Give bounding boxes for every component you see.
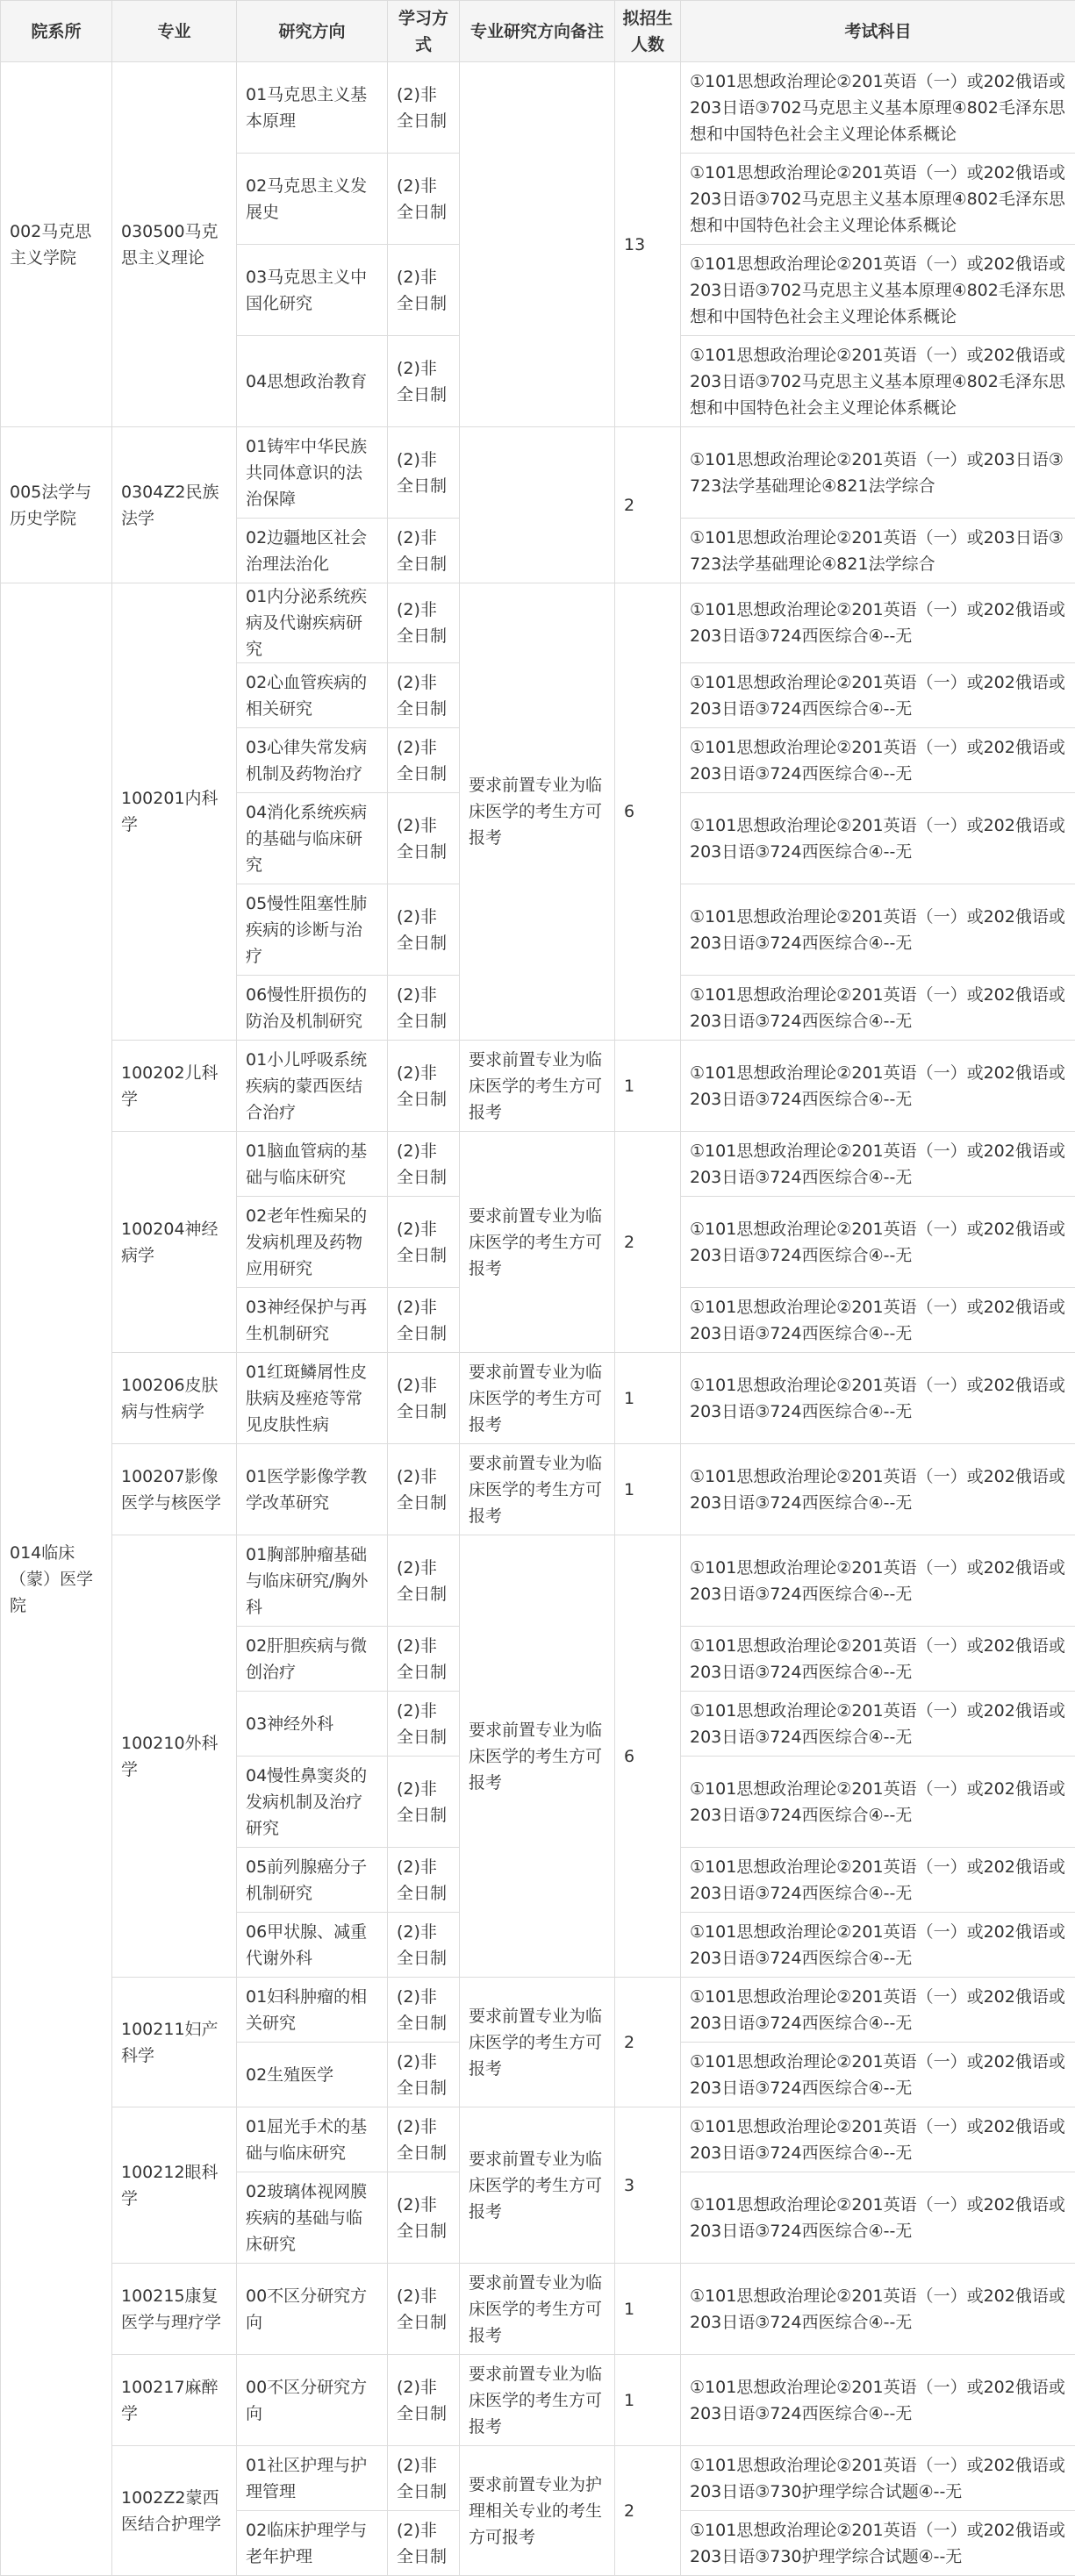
major-cell: 100204神经病学 [112, 1132, 237, 1353]
direction-cell: 02生殖医学 [237, 2043, 388, 2107]
mode-cell: (2)非全日制 [388, 1288, 460, 1353]
table-row [1, 2107, 1075, 2172]
quota-cell: 2 [615, 1132, 681, 1353]
direction-cell: 02边疆地区社会治理法治化 [237, 519, 388, 583]
mode-cell: (2)非全日制 [388, 2511, 460, 2576]
quota-cell: 2 [615, 2446, 681, 2576]
department-cell: 014临床（蒙）医学院 [1, 583, 112, 2576]
exam-cell: ①101思想政治理论②201英语（一）或202俄语或203日语③724西医综合④--无 [681, 976, 1075, 1041]
mode-cell: (2)非全日制 [388, 793, 460, 884]
quota-cell: 1 [615, 2355, 681, 2446]
direction-cell: 01铸牢中华民族共同体意识的法治保障 [237, 427, 388, 519]
direction-cell: 06慢性肝损伤的防治及机制研究 [237, 976, 388, 1041]
mode-cell: (2)非全日制 [388, 1848, 460, 1913]
quota-cell: 3 [615, 2107, 681, 2264]
exam-cell: ①101思想政治理论②201英语（一）或202俄语或203日语③724西医综合④--无 [681, 663, 1075, 728]
exam-cell: ①101思想政治理论②201英语（一）或203日语③723法学基础理论④821法学综合 [681, 427, 1075, 519]
major-cell: 100210外科学 [112, 1535, 237, 1978]
remark-cell: 要求前置专业为临床医学的考生方可报考 [460, 1353, 615, 1444]
mode-cell: (2)非全日制 [388, 62, 460, 154]
exam-cell: ①101思想政治理论②201英语（一）或203日语③723法学基础理论④821法学综合 [681, 519, 1075, 583]
direction-cell: 05慢性阻塞性肺疾病的诊断与治疗 [237, 884, 388, 976]
mode-cell: (2)非全日制 [388, 2446, 460, 2511]
exam-cell: ①101思想政治理论②201英语（一）或202俄语或203日语③724西医综合④--无 [681, 1132, 1075, 1197]
mode-cell: (2)非全日制 [388, 1197, 460, 1288]
table-row [1, 2446, 1075, 2511]
exam-cell: ①101思想政治理论②201英语（一）或202俄语或203日语③724西医综合④--无 [681, 1692, 1075, 1757]
quota-cell: 1 [615, 1041, 681, 1132]
remark-cell: 要求前置专业为临床医学的考生方可报考 [460, 2355, 615, 2446]
header-row [1, 1, 1075, 62]
mode-cell: (2)非全日制 [388, 1353, 460, 1444]
exam-cell: ①101思想政治理论②201英语（一）或202俄语或203日语③724西医综合④--无 [681, 2043, 1075, 2107]
major-cell: 100202儿科学 [112, 1041, 237, 1132]
direction-cell: 00不区分研究方向 [237, 2264, 388, 2355]
direction-cell: 00不区分研究方向 [237, 2355, 388, 2446]
exam-cell: ①101思想政治理论②201英语（一）或202俄语或203日语③702马克思主义基本原理④802毛泽东思想和中国特色社会主义理论体系概论 [681, 62, 1075, 154]
header-exam-subjects: 考试科目 [681, 1, 1075, 62]
department-cell: 002马克思主义学院 [1, 62, 112, 427]
direction-cell: 06甲状腺、减重代谢外科 [237, 1913, 388, 1978]
remark-cell: 要求前置专业为临床医学的考生方可报考 [460, 1041, 615, 1132]
exam-cell: ①101思想政治理论②201英语（一）或202俄语或203日语③724西医综合④--无 [681, 1535, 1075, 1627]
direction-cell: 02心血管疾病的相关研究 [237, 663, 388, 728]
major-cell: 030500马克思主义理论 [112, 62, 237, 427]
exam-cell: ①101思想政治理论②201英语（一）或202俄语或203日语③724西医综合④--无 [681, 2172, 1075, 2264]
direction-cell: 04消化系统疾病的基础与临床研究 [237, 793, 388, 884]
direction-cell: 02肝胆疾病与微创治疗 [237, 1627, 388, 1692]
direction-cell: 04思想政治教育 [237, 336, 388, 427]
mode-cell: (2)非全日制 [388, 1757, 460, 1848]
table-row [1, 583, 1075, 663]
direction-cell: 01社区护理与护理管理 [237, 2446, 388, 2511]
quota-cell: 2 [615, 1978, 681, 2107]
major-cell: 100212眼科学 [112, 2107, 237, 2264]
direction-cell: 01红斑鳞屑性皮肤病及痤疮等常见皮肤性病 [237, 1353, 388, 1444]
exam-cell: ①101思想政治理论②201英语（一）或202俄语或203日语③724西医综合④--无 [681, 1978, 1075, 2043]
direction-cell: 02马克思主义发展史 [237, 154, 388, 245]
mode-cell: (2)非全日制 [388, 1132, 460, 1197]
major-cell: 100217麻醉学 [112, 2355, 237, 2446]
direction-cell: 01妇科肿瘤的相关研究 [237, 1978, 388, 2043]
remark-cell: 要求前置专业为临床医学的考生方可报考 [460, 1535, 615, 1978]
direction-cell: 04慢性鼻窦炎的发病机制及治疗研究 [237, 1757, 388, 1848]
table-row [1, 427, 1075, 519]
quota-cell: 6 [615, 1535, 681, 1978]
table-row [1, 2264, 1075, 2355]
remark-cell: 要求前置专业为临床医学的考生方可报考 [460, 2107, 615, 2264]
exam-cell: ①101思想政治理论②201英语（一）或202俄语或203日语③724西医综合④--无 [681, 2355, 1075, 2446]
direction-cell: 01内分泌系统疾病及代谢疾病研究 [237, 583, 388, 663]
table-row [1, 1444, 1075, 1535]
mode-cell: (2)非全日制 [388, 2355, 460, 2446]
exam-cell: ①101思想政治理论②201英语（一）或202俄语或203日语③724西医综合④--无 [681, 583, 1075, 663]
remark-cell: 要求前置专业为临床医学的考生方可报考 [460, 1132, 615, 1353]
remark-cell: 要求前置专业为临床医学的考生方可报考 [460, 1444, 615, 1535]
direction-cell: 03马克思主义中国化研究 [237, 245, 388, 336]
direction-cell: 01脑血管病的基础与临床研究 [237, 1132, 388, 1197]
mode-cell: (2)非全日制 [388, 2264, 460, 2355]
remark-cell: 要求前置专业为临床医学的考生方可报考 [460, 1978, 615, 2107]
major-cell: 1002Z2蒙西医结合护理学 [112, 2446, 237, 2576]
quota-cell: 1 [615, 1444, 681, 1535]
exam-cell: ①101思想政治理论②201英语（一）或202俄语或203日语③702马克思主义基本原理④802毛泽东思想和中国特色社会主义理论体系概论 [681, 336, 1075, 427]
table-row [1, 1041, 1075, 1132]
mode-cell: (2)非全日制 [388, 245, 460, 336]
quota-cell: 6 [615, 583, 681, 1041]
quota-cell: 1 [615, 2264, 681, 2355]
quota-cell: 1 [615, 1353, 681, 1444]
direction-cell: 01小儿呼吸系统疾病的蒙西医结合治疗 [237, 1041, 388, 1132]
table-row [1, 1132, 1075, 1197]
direction-cell: 02临床护理学与老年护理 [237, 2511, 388, 2576]
header-department: 院系所 [1, 1, 112, 62]
exam-cell: ①101思想政治理论②201英语（一）或202俄语或203日语③724西医综合④--无 [681, 1353, 1075, 1444]
exam-cell: ①101思想政治理论②201英语（一）或202俄语或203日语③724西医综合④--无 [681, 2264, 1075, 2355]
table-row [1, 1353, 1075, 1444]
header-study-mode: 学习方式 [388, 1, 460, 62]
major-cell: 100207影像医学与核医学 [112, 1444, 237, 1535]
header-major: 专业 [112, 1, 237, 62]
mode-cell: (2)非全日制 [388, 663, 460, 728]
quota-cell: 13 [615, 62, 681, 427]
major-cell: 100211妇产科学 [112, 1978, 237, 2107]
mode-cell: (2)非全日制 [388, 976, 460, 1041]
mode-cell: (2)非全日制 [388, 2043, 460, 2107]
direction-cell: 05前列腺癌分子机制研究 [237, 1848, 388, 1913]
header-remark: 专业研究方向备注 [460, 1, 615, 62]
header-direction: 研究方向 [237, 1, 388, 62]
department-cell: 005法学与历史学院 [1, 427, 112, 583]
mode-cell: (2)非全日制 [388, 1444, 460, 1535]
exam-cell: ①101思想政治理论②201英语（一）或202俄语或203日语③724西医综合④--无 [681, 1288, 1075, 1353]
major-cell: 100215康复医学与理疗学 [112, 2264, 237, 2355]
exam-cell: ①101思想政治理论②201英语（一）或202俄语或203日语③724西医综合④--无 [681, 1913, 1075, 1978]
exam-cell: ①101思想政治理论②201英语（一）或202俄语或203日语③724西医综合④--无 [681, 884, 1075, 976]
exam-cell: ①101思想政治理论②201英语（一）或202俄语或203日语③724西医综合④--无 [681, 1757, 1075, 1848]
exam-cell: ①101思想政治理论②201英语（一）或202俄语或203日语③724西医综合④--无 [681, 728, 1075, 793]
table-row [1, 62, 1075, 154]
mode-cell: (2)非全日制 [388, 583, 460, 663]
mode-cell: (2)非全日制 [388, 1535, 460, 1627]
exam-cell: ①101思想政治理论②201英语（一）或202俄语或203日语③724西医综合④--无 [681, 1444, 1075, 1535]
remark-cell: 要求前置专业为临床医学的考生方可报考 [460, 2264, 615, 2355]
direction-cell: 02老年性痴呆的发病机理及药物应用研究 [237, 1197, 388, 1288]
remark-cell: 要求前置专业为临床医学的考生方可报考 [460, 583, 615, 1041]
mode-cell: (2)非全日制 [388, 1692, 460, 1757]
direction-cell: 03心律失常发病机制及药物治疗 [237, 728, 388, 793]
table-row [1, 1535, 1075, 1627]
direction-cell: 01胸部肿瘤基础与临床研究/胸外科 [237, 1535, 388, 1627]
table-row [1, 2355, 1075, 2446]
mode-cell: (2)非全日制 [388, 1627, 460, 1692]
exam-cell: ①101思想政治理论②201英语（一）或202俄语或203日语③724西医综合④--无 [681, 1197, 1075, 1288]
mode-cell: (2)非全日制 [388, 884, 460, 976]
exam-cell: ①101思想政治理论②201英语（一）或202俄语或203日语③730护理学综合试题④--无 [681, 2511, 1075, 2576]
direction-cell: 03神经外科 [237, 1692, 388, 1757]
header-quota: 拟招生人数 [615, 1, 681, 62]
exam-cell: ①101思想政治理论②201英语（一）或202俄语或203日语③730护理学综合试题④--无 [681, 2446, 1075, 2511]
major-cell: 100201内科学 [112, 583, 237, 1041]
remark-cell [460, 427, 615, 583]
mode-cell: (2)非全日制 [388, 2172, 460, 2264]
exam-cell: ①101思想政治理论②201英语（一）或202俄语或203日语③724西医综合④--无 [681, 1848, 1075, 1913]
exam-cell: ①101思想政治理论②201英语（一）或202俄语或203日语③724西医综合④--无 [681, 793, 1075, 884]
direction-cell: 01马克思主义基本原理 [237, 62, 388, 154]
mode-cell: (2)非全日制 [388, 1978, 460, 2043]
remark-cell [460, 62, 615, 427]
mode-cell: (2)非全日制 [388, 1041, 460, 1132]
mode-cell: (2)非全日制 [388, 427, 460, 519]
exam-cell: ①101思想政治理论②201英语（一）或202俄语或203日语③724西医综合④--无 [681, 2107, 1075, 2172]
mode-cell: (2)非全日制 [388, 154, 460, 245]
exam-cell: ①101思想政治理论②201英语（一）或202俄语或203日语③702马克思主义基本原理④802毛泽东思想和中国特色社会主义理论体系概论 [681, 154, 1075, 245]
mode-cell: (2)非全日制 [388, 2107, 460, 2172]
mode-cell: (2)非全日制 [388, 519, 460, 583]
mode-cell: (2)非全日制 [388, 1913, 460, 1978]
exam-cell: ①101思想政治理论②201英语（一）或202俄语或203日语③724西医综合④--无 [681, 1627, 1075, 1692]
mode-cell: (2)非全日制 [388, 336, 460, 427]
direction-cell: 01医学影像学教学改革研究 [237, 1444, 388, 1535]
remark-cell: 要求前置专业为护理相关专业的考生方可报考 [460, 2446, 615, 2576]
direction-cell: 02玻璃体视网膜疾病的基础与临床研究 [237, 2172, 388, 2264]
mode-cell: (2)非全日制 [388, 728, 460, 793]
table-row [1, 1978, 1075, 2043]
direction-cell: 03神经保护与再生机制研究 [237, 1288, 388, 1353]
quota-cell: 2 [615, 427, 681, 583]
major-cell: 100206皮肤病与性病学 [112, 1353, 237, 1444]
direction-cell: 01屈光手术的基础与临床研究 [237, 2107, 388, 2172]
exam-cell: ①101思想政治理论②201英语（一）或202俄语或203日语③702马克思主义基本原理④802毛泽东思想和中国特色社会主义理论体系概论 [681, 245, 1075, 336]
major-cell: 0304Z2民族法学 [112, 427, 237, 583]
exam-cell: ①101思想政治理论②201英语（一）或202俄语或203日语③724西医综合④--无 [681, 1041, 1075, 1132]
